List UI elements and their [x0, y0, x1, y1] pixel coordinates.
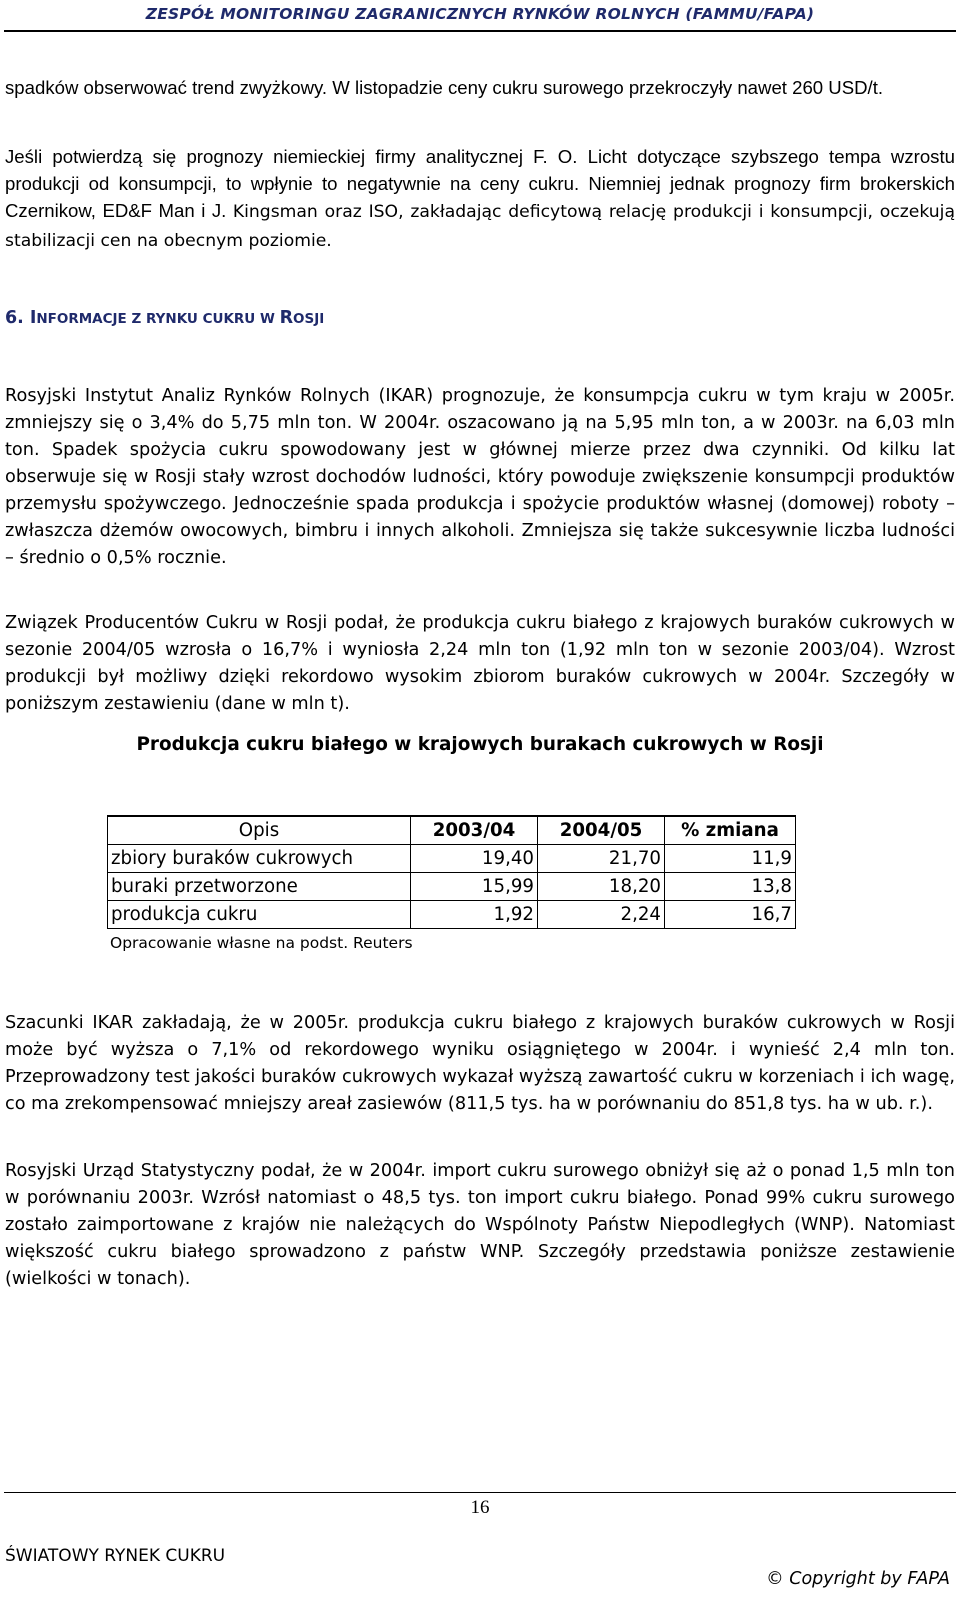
table-cell: 16,7 — [665, 901, 796, 929]
table-cell: 2,24 — [538, 901, 665, 929]
table-row — [108, 845, 796, 873]
table-cell: produkcja cukru — [108, 901, 411, 929]
footer-publication-title: ŚWIATOWY RYNEK CUKRU — [5, 1546, 226, 1566]
paragraph-licht-forecast-part-2: Kingsman oraz ISO, zakładając deficytową relację produkcji i konsumpcji, oczekują stabilizacji cen na obecnym poziomie. — [5, 202, 955, 251]
table-header-row — [108, 816, 796, 845]
section-title-part-1: I — [29, 308, 37, 328]
table-source-note: Opracowanie własne na podst. Reuters — [110, 934, 413, 952]
footer-divider — [4, 1492, 956, 1493]
table-header-cell: 2003/04 — [411, 816, 538, 845]
page-header: ZESPÓŁ MONITORINGU ZAGRANICZNYCH RYNKÓW ROLNYCH (FAMMU/FAPA) — [145, 5, 815, 23]
section-title-part-3: R — [279, 308, 294, 328]
paragraph-price-trend: spadków obserwować trend zwyżkowy. W listopadzie ceny cukru surowego przekroczyły nawet 260 USD/t. — [5, 77, 884, 98]
table-cell: zbiory buraków cukrowych — [108, 845, 411, 873]
table-cell: 11,9 — [665, 845, 796, 873]
paragraph-import-statistics: Rosyjski Urząd Statystyczny podał, że w 2004r. import cukru surowego obniżył się aż o ponad 1,5 mln ton w porównaniu 2003r. Wzrósł natomiast o 48,5 tys. ton import cukru białego. Ponad 99% cukru surowego zostało zaimportowane z krajów nie należących do Wspólnoty Państw Niepodległych (WNP). Natomiast większość cukru białego sprowadzono z państw WNP. Szczegóły przedstawia poniższe zestawienie (wielkości w tonach). — [5, 1161, 955, 1289]
table-cell: 19,40 — [411, 845, 538, 873]
table-cell: 21,70 — [538, 845, 665, 873]
header-divider — [4, 30, 956, 32]
section-title-part-2: NFORMACJE Z RYNKU CUKRU W — [36, 311, 280, 327]
paragraph-licht-forecast-part-1: Jeśli potwierdzą się prognozy niemieckiej firmy analitycznej F. O. Licht dotyczące szybszego tempa wzrostu produkcji od konsumpcji, to wpłynie to negatywnie na ceny cukru. Niemniej jednak prognozy firm brokerskich Czernikow, ED&F Man i J. — [5, 146, 955, 221]
production-table — [107, 815, 796, 929]
paragraph-ikar-estimates: Szacunki IKAR zakładają, że w 2005r. produkcja cukru białego z krajowych buraków cukrowych w Rosji może być wyższa o 7,1% od rekordowego wyniku osiągniętego w 2004r. i wynieść 2,4 mln ton. Przeprowadzony test jakości buraków cukrowych wykazał wyższą zawartość cukru w korzeniach i ich wagę, co ma zrekompensować mniejszy areał zasiewów (811,5 tys. ha w porównaniu do 851,8 tys. ha w ub. r.). — [5, 1013, 955, 1114]
paragraph-ikar-consumption: Rosyjski Instytut Analiz Rynków Rolnych (IKAR) prognozuje, że konsumpcja cukru w tym kraju w 2005r. zmniejszy się o 3,4% do 5,75 mln ton. W 2004r. oszacowano ją na 5,95 mln ton, a w 2003r. na 6,03 mln ton. Spadek spożycia cukru spowodowany jest w głównej mierze przez dwa czynniki. Od kilku lat obserwuje się w Rosji stały wzrost dochodów ludności, który powoduje zwiększenie konsumpcji produktów przemysłu spożywczego. Jednocześnie spada produkcja i spożycie produktów własnej (domowej) roboty – zwłaszcza dżemów owocowych, bimbru i innych alkoholi. Zmniejsza się także sukcesywnie liczba ludności – średnio o 0,5% rocznie. — [5, 386, 955, 568]
table-header-cell: Opis — [108, 816, 411, 845]
table-cell: 18,20 — [538, 873, 665, 901]
section-title-part-4: OSJI — [293, 311, 325, 327]
table-cell: 1,92 — [411, 901, 538, 929]
table-header-cell: % zmiana — [665, 816, 796, 845]
paragraph-licht-forecast — [5, 143, 955, 255]
table-title: Produkcja cukru białego w krajowych burakach cukrowych w Rosji — [136, 734, 824, 755]
section-heading — [5, 306, 324, 331]
table-cell: buraki przetworzone — [108, 873, 411, 901]
table-cell: 15,99 — [411, 873, 538, 901]
table-row — [108, 873, 796, 901]
paragraph-producers-union: Związek Producentów Cukru w Rosji podał, że produkcja cukru białego z krajowych buraków cukrowych w sezonie 2004/05 wzrosła o 16,7% i wyniosła 2,24 mln ton (1,92 mln ton w sezonie 2003/04). Wzrost produkcji był możliwy dzięki rekordowo wysokim zbiorom buraków cukrowych w 2004r. Szczegóły w poniższym zestawieniu (dane w mln t). — [5, 613, 955, 714]
footer-copyright: © Copyright by FAPA — [766, 1569, 950, 1589]
table-cell: 13,8 — [665, 873, 796, 901]
page-number: 16 — [470, 1497, 490, 1518]
section-number: 6. — [5, 308, 24, 328]
table-header-cell: 2004/05 — [538, 816, 665, 845]
table-row — [108, 901, 796, 929]
